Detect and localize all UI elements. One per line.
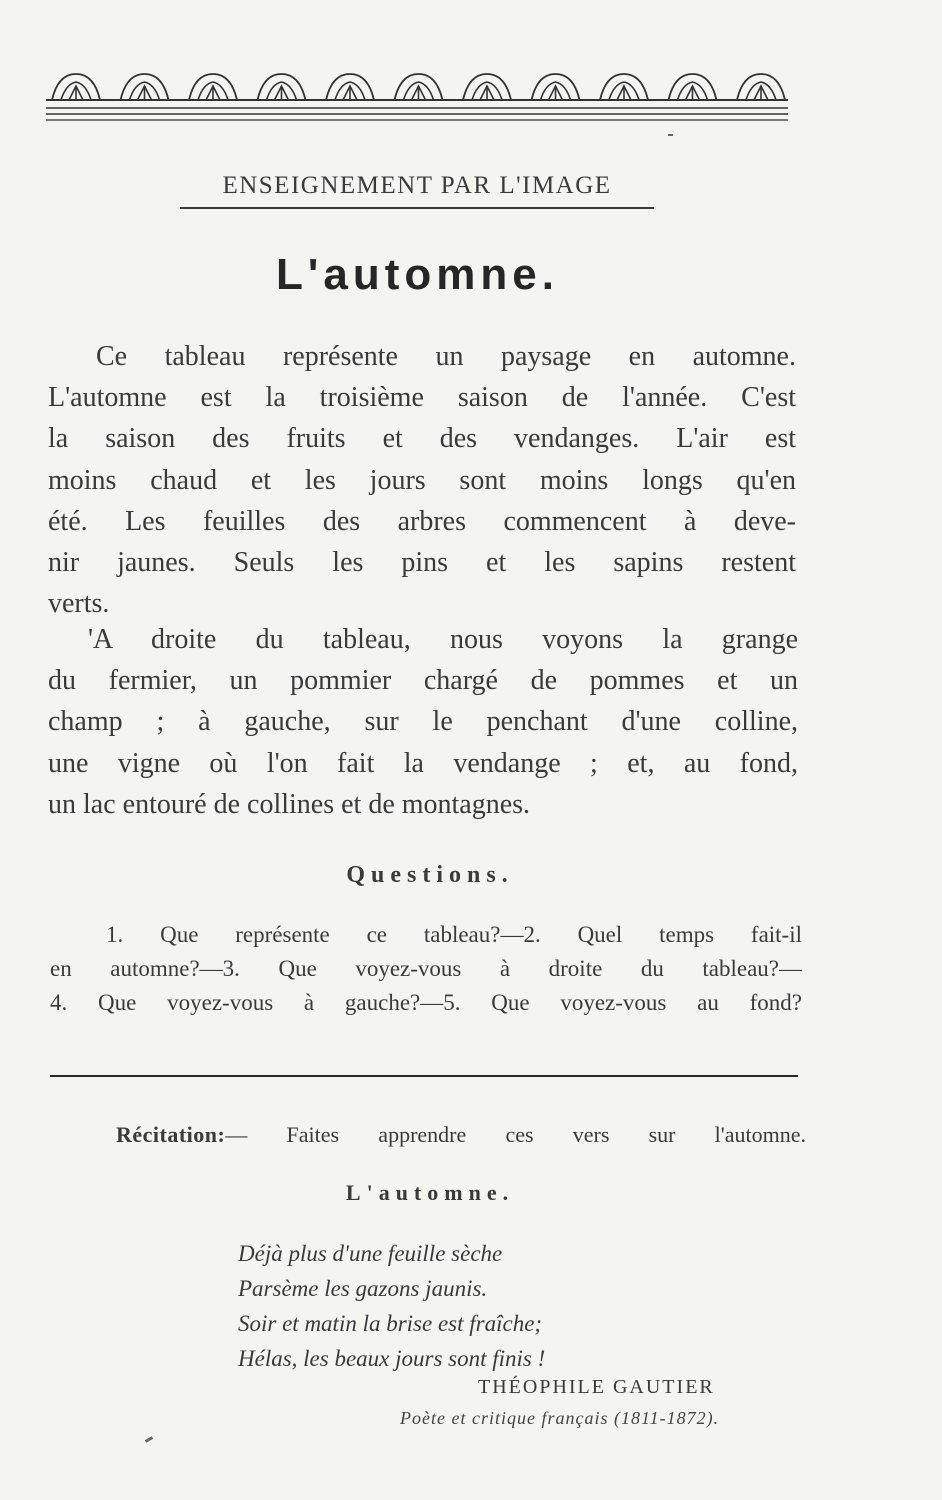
poem-author: THÉOPHILE GAUTIER	[478, 1376, 715, 1398]
recitation-label: Récitation:	[116, 1122, 226, 1147]
section-divider	[50, 1075, 798, 1077]
poem-line: Hélas, les beaux jours sont finis !	[238, 1346, 546, 1371]
question-line: 1. Que représente ce tableau?—2. Quel temps fait-il	[106, 922, 802, 947]
paragraph-1-line: moins chaud et les jours sont moins longs qu'en	[48, 464, 796, 496]
paragraph-2-line: 'A droite du tableau, nous voyons la grange	[88, 624, 798, 655]
section-title-underline	[180, 207, 654, 209]
section-title: ENSEIGNEMENT PAR L'IMAGE	[222, 172, 612, 199]
author-description: Poète et critique français (1811-1872).	[400, 1408, 720, 1428]
poem	[238, 1236, 758, 1376]
paragraph-2-line: une vigne où l'on fait la vendange ; et, au fond,	[48, 747, 798, 779]
question-line: en automne?—3. Que voyez-vous à droite du tableau?—	[50, 956, 802, 981]
poem-line: Parsème les gazons jaunis.	[238, 1276, 488, 1301]
questions-heading: Questions.	[346, 862, 514, 888]
recitation-text: — Faites apprendre ces vers sur l'automne.	[225, 1122, 806, 1147]
poem-title: L'automne.	[345, 1180, 515, 1205]
paragraph-1-line: nir jaunes. Seuls les pins et les sapins restent	[48, 546, 796, 578]
paragraph-1	[48, 336, 796, 624]
recitation-instruction	[116, 1122, 806, 1148]
poem-line: Soir et matin la brise est fraîche;	[238, 1311, 543, 1336]
paragraph-1-line: été. Les feuilles des arbres commencent à deve-	[48, 505, 796, 537]
page-title: L'automne.	[276, 250, 559, 299]
questions-list	[50, 918, 802, 1020]
paragraph-2	[48, 619, 798, 825]
paragraph-2-line: champ ; à gauche, sur le penchant d'une colline,	[48, 706, 798, 738]
question-line: 4. Que voyez-vous à gauche?—5. Que voyez-vous au fond?	[50, 990, 802, 1015]
paragraph-1-line: L'automne est la troisième saison de l'année. C'est	[48, 382, 796, 414]
paragraph-1-line: la saison des fruits et des vendanges. L'air est	[48, 423, 796, 455]
paragraph-2-line: un lac entouré de collines et de montagnes.	[48, 788, 531, 820]
paragraph-1-line: verts.	[48, 588, 110, 620]
paragraph-1-line: Ce tableau représente un paysage en automne.	[96, 341, 796, 372]
poem-line: Déjà plus d'une feuille sèche	[238, 1241, 503, 1266]
decorative-border-icon	[46, 70, 788, 126]
ink-speck	[668, 134, 673, 136]
paragraph-2-line: du fermier, un pommier chargé de pommes et un	[48, 665, 798, 697]
ink-speck	[145, 1436, 153, 1443]
